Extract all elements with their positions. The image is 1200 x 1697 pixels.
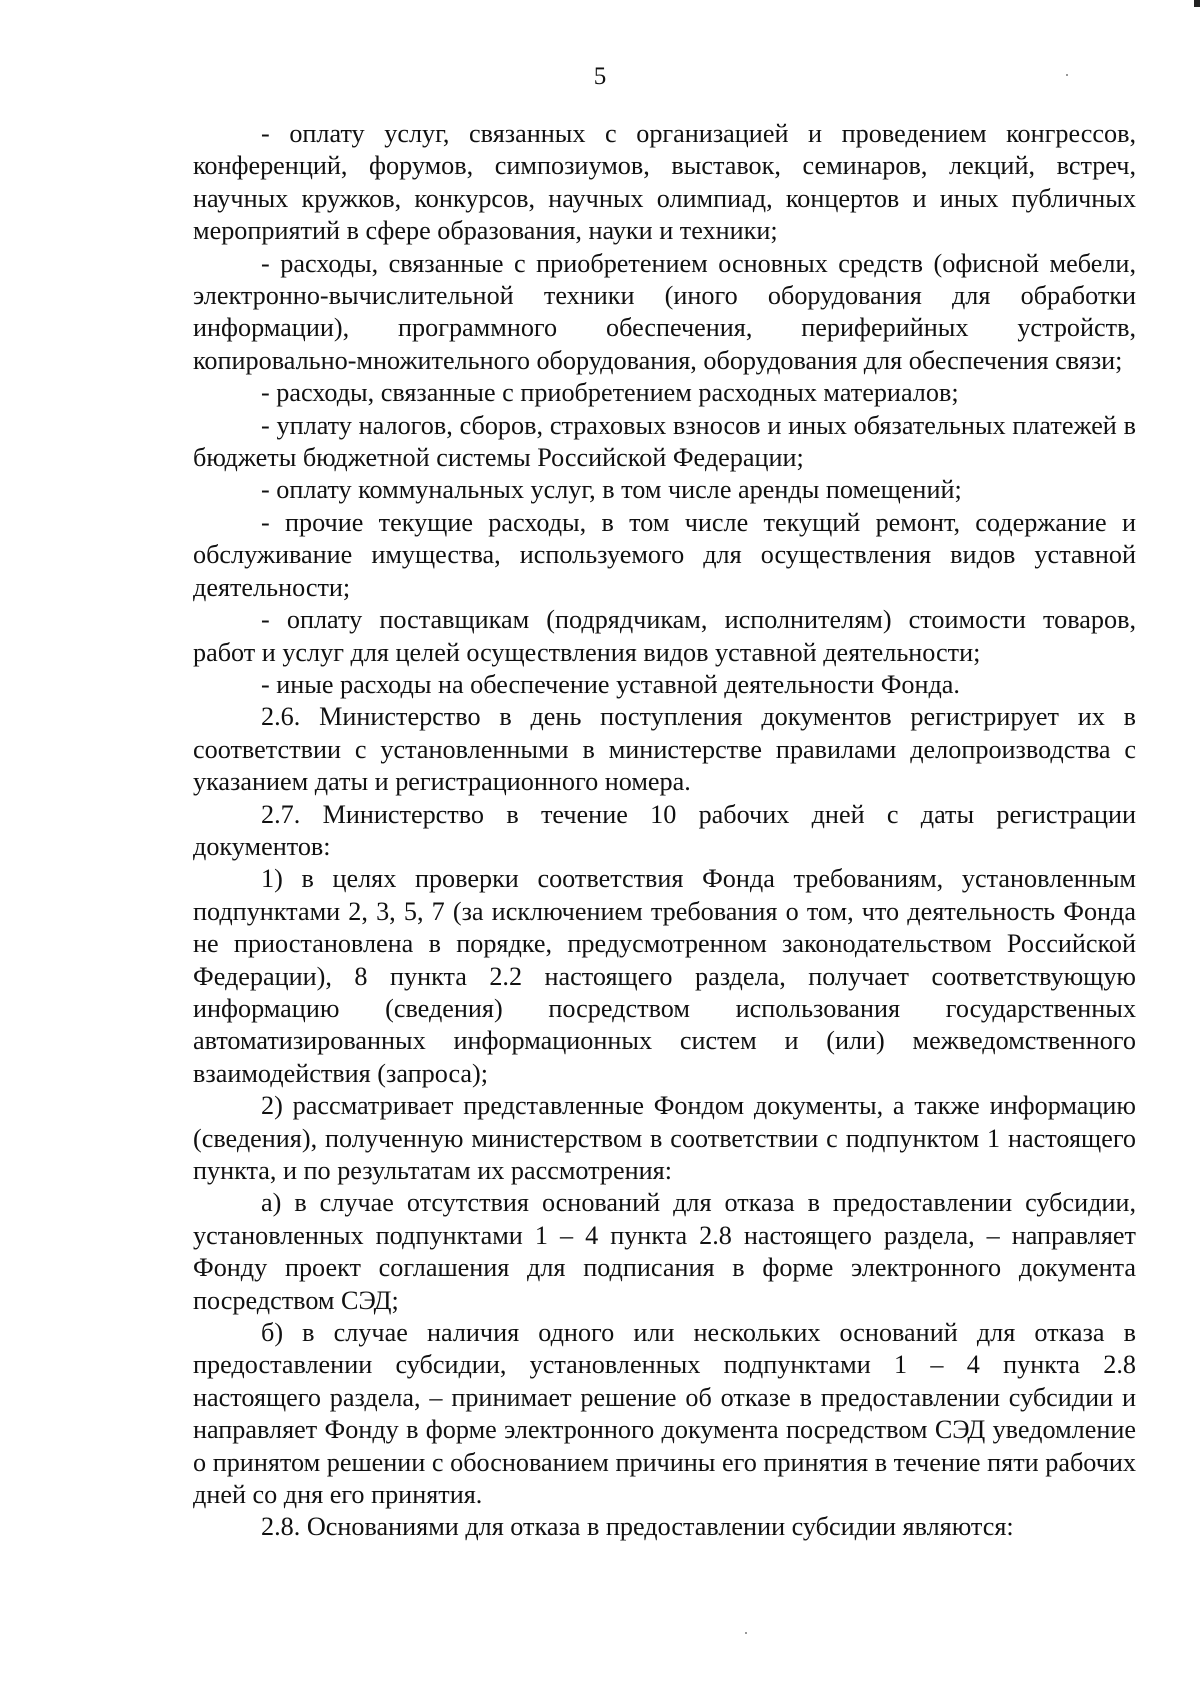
scan-edge-mark [1194,0,1200,7]
clause-2-6: 2.6. Министерство в день поступления документов регистрирует их в соответствии с установленными в министерстве правилами делопроизводства с указанием даты и регистрационного номера. [193,702,1136,797]
clause-2-7-item-2a: а) в случае отсутствия оснований для отказа в предоставлении субсидии, установленных подпунктами 1 – 4 пункта 2.8 настоящего раздела, – направляет Фонду проект соглашения для подписания в форме электронного документа посредством СЭД; [193,1188,1136,1315]
clause-2-7-item-2b: б) в случае наличия одного или нескольких оснований для отказа в предоставлении субсидии, установленных подпунктами 1 – 4 пункта 2.8 настоящего раздела, – принимает решение об отказе в предоставлении субсидии и направляет Фонду в форме электронного документа посредством СЭД уведомление о принятом решении с обоснованием причины его принятия в течение пяти рабочих дней со дня его принятия. [193,1318,1136,1510]
scan-speck [745,1632,747,1634]
paragraph-other-expenses: - иные расходы на обеспечение уставной деятельности Фонда. [261,669,960,699]
clause-2-7-item-2: 2) рассматривает представленные Фондом документы, а также информацию (сведения), полученную министерством в соответствии с подпунктом 1 настоящего пункта, и по результатам их рассмотрения: [193,1091,1136,1185]
paragraph-consumables: - расходы, связанные с приобретением расходных материалов; [261,378,959,408]
paragraph-suppliers: - оплату поставщикам (подрядчикам, исполнителям) стоимости товаров, работ и услуг для целей осуществления видов уставной деятельности; [193,605,1136,667]
paragraph-current-expenses: - прочие текущие расходы, в том числе текущий ремонт, содержание и обслуживание имущества, используемого для осуществления видов уставной деятельности; [193,507,1136,602]
paragraph-utilities: - оплату коммунальных услуг, в том числе аренды помещений; [261,475,962,505]
clause-2-8: 2.8. Основаниями для отказа в предоставлении субсидии являются: [261,1512,1014,1542]
document-body [193,118,1136,1544]
paragraph-fixed-assets: - расходы, связанные с приобретением основных средств (офисной мебели, электронно-вычислительной техники (иного оборудования для обработки информации), программного обеспечения, периферийных устройств, копировально-множительного оборудования, оборудования для обеспечения связи; [193,248,1136,375]
clause-2-7-item-1: 1) в целях проверки соответствия Фонда требованиям, установленным подпунктами 2, 3, 5, 7 (за исключением требования о том, что деятельность Фонда не приостановлена в порядке, предусмотренном законодательством Российской Федерации), 8 пункта 2.2 настоящего раздела, получает соответствующую информацию (сведения) посредством использования государственных автоматизированных информационных систем и (или) межведомственного взаимодействия (запроса); [193,864,1136,1088]
paragraph-taxes: - уплату налогов, сборов, страховых взносов и иных обязательных платежей в бюджеты бюджетной системы Российской Федерации; [193,410,1136,473]
page-number: 5 [593,63,607,90]
clause-2-7: 2.7. Министерство в течение 10 рабочих дней с даты регистрации документов: [193,799,1136,861]
paragraph-congress-services: - оплату услуг, связанных с организацией и проведением конгрессов, конференций, форумов, симпозиумов, выставок, семинаров, лекций, встреч, научных кружков, конкурсов, научных олимпиад, концертов и иных публичных мероприятий в сфере образования, науки и техники; [193,119,1136,246]
